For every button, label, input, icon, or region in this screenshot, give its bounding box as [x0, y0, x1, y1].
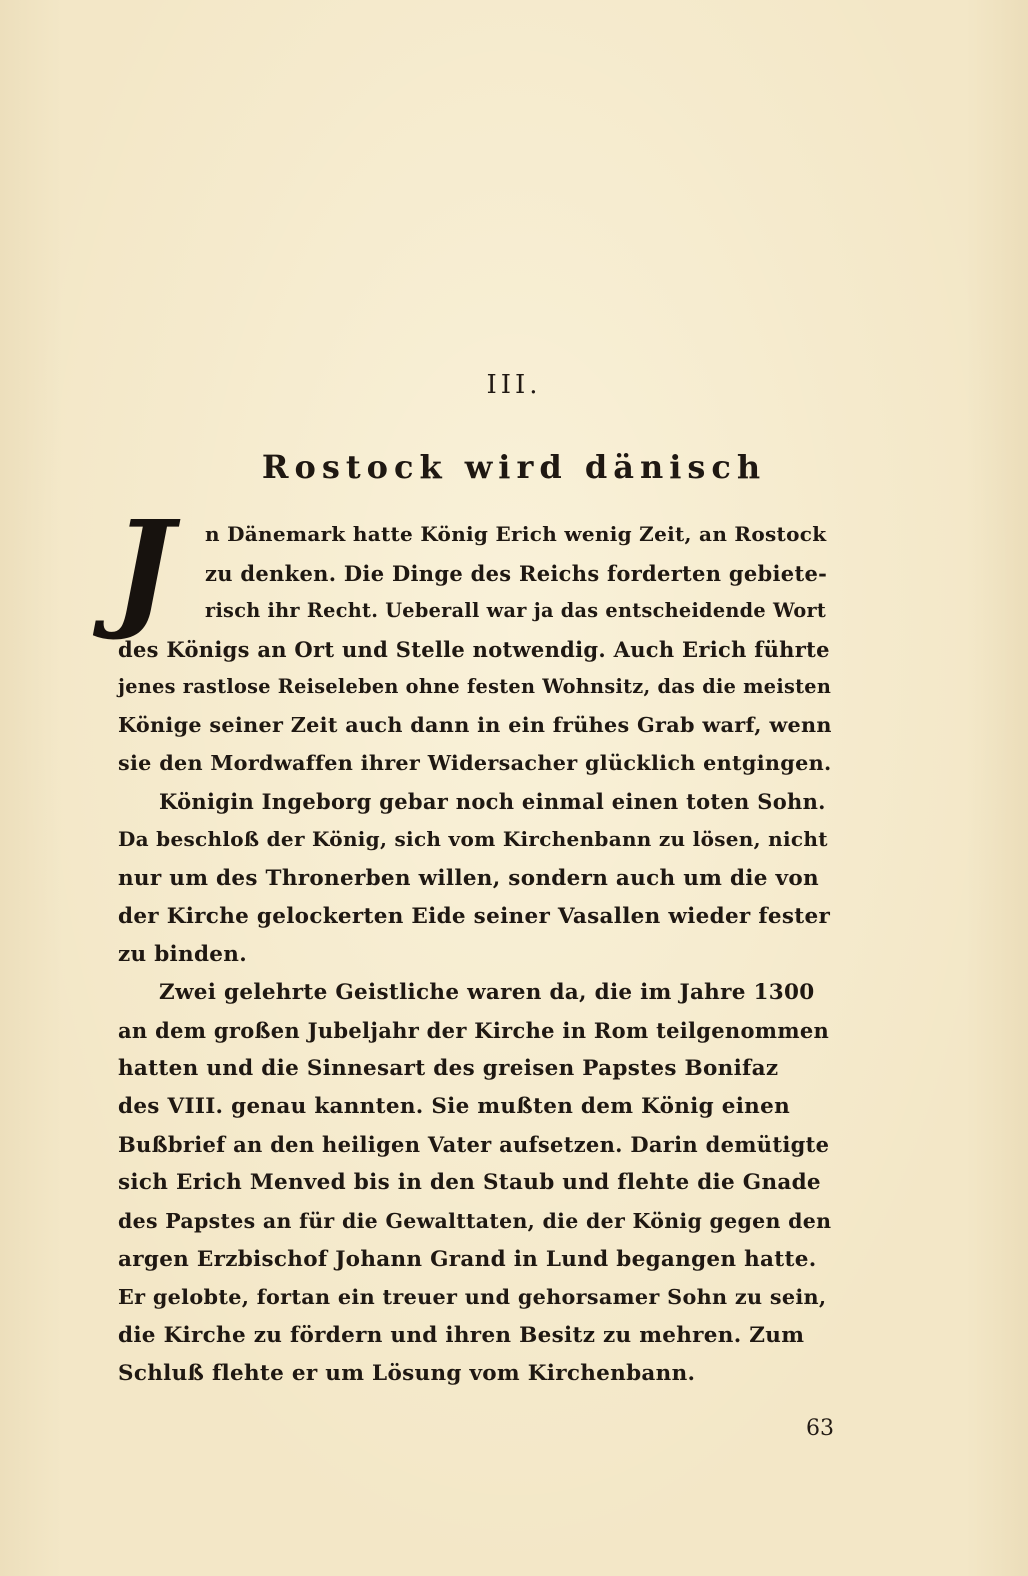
text-line: risch ihr Recht. Ueberall war ja das entscheidende Wort	[205, 599, 827, 622]
chapter-number: III.	[486, 370, 542, 400]
text-line: Königin Ingeborg gebar noch einmal einen toten Sohn.	[159, 789, 826, 814]
text-line: argen Erzbischof Johann Grand in Lund begangen hatte.	[118, 1247, 817, 1272]
text-line: sich Erich Menved bis in den Staub und flehte die Gnade	[118, 1170, 821, 1195]
text-line: sie den Mordwaffen ihrer Widersacher glücklich entgingen.	[118, 751, 832, 775]
text-line: zu binden.	[118, 942, 247, 967]
text-line: Da beschloß der König, sich vom Kirchenbann zu lösen, nicht	[118, 827, 828, 851]
text-line: nur um des Thronerben willen, sondern auch um die von	[118, 866, 819, 891]
text-line: Zwei gelehrte Geistliche waren da, die im Jahre 1300	[159, 980, 815, 1005]
text-line: die Kirche zu fördern und ihren Besitz zu mehren. Zum	[118, 1323, 805, 1348]
text-line: Bußbrief an den heiligen Vater aufsetzen. Darin demütigte	[118, 1132, 830, 1157]
text-line: zu denken. Die Dinge des Reichs forderten gebiete-	[205, 561, 828, 586]
text-line: Er gelobte, fortan ein treuer und gehorsamer Sohn zu sein,	[118, 1285, 827, 1309]
page-number: 63	[806, 1416, 834, 1441]
drop-cap-initial: J	[113, 494, 174, 644]
text-line: Schluß flehte er um Lösung vom Kirchenbann.	[118, 1361, 696, 1386]
text-line: Könige seiner Zeit auch dann in ein frühes Grab warf, wenn	[118, 713, 832, 737]
text-line: der Kirche gelockerten Eide seiner Vasallen wieder fester	[118, 904, 831, 929]
chapter-title: Rostock wird dänisch	[261, 448, 767, 486]
text-line: n Dänemark hatte König Erich wenig Zeit, an Rostock	[205, 522, 827, 546]
text-line: hatten und die Sinnesart des greisen Papstes Bonifaz	[118, 1056, 779, 1081]
text-line: des Papstes an für die Gewalttaten, die der König gegen den	[118, 1209, 832, 1233]
text-line: jenes rastlose Reiseleben ohne festen Wohnsitz, das die meisten	[118, 675, 832, 698]
text-line: des VIII. genau kannten. Sie mußten dem König einen	[118, 1094, 791, 1119]
text-line: des Königs an Ort und Stelle notwendig. Auch Erich führte	[118, 637, 830, 662]
text-line: an dem großen Jubeljahr der Kirche in Rom teilgenommen	[118, 1018, 830, 1043]
